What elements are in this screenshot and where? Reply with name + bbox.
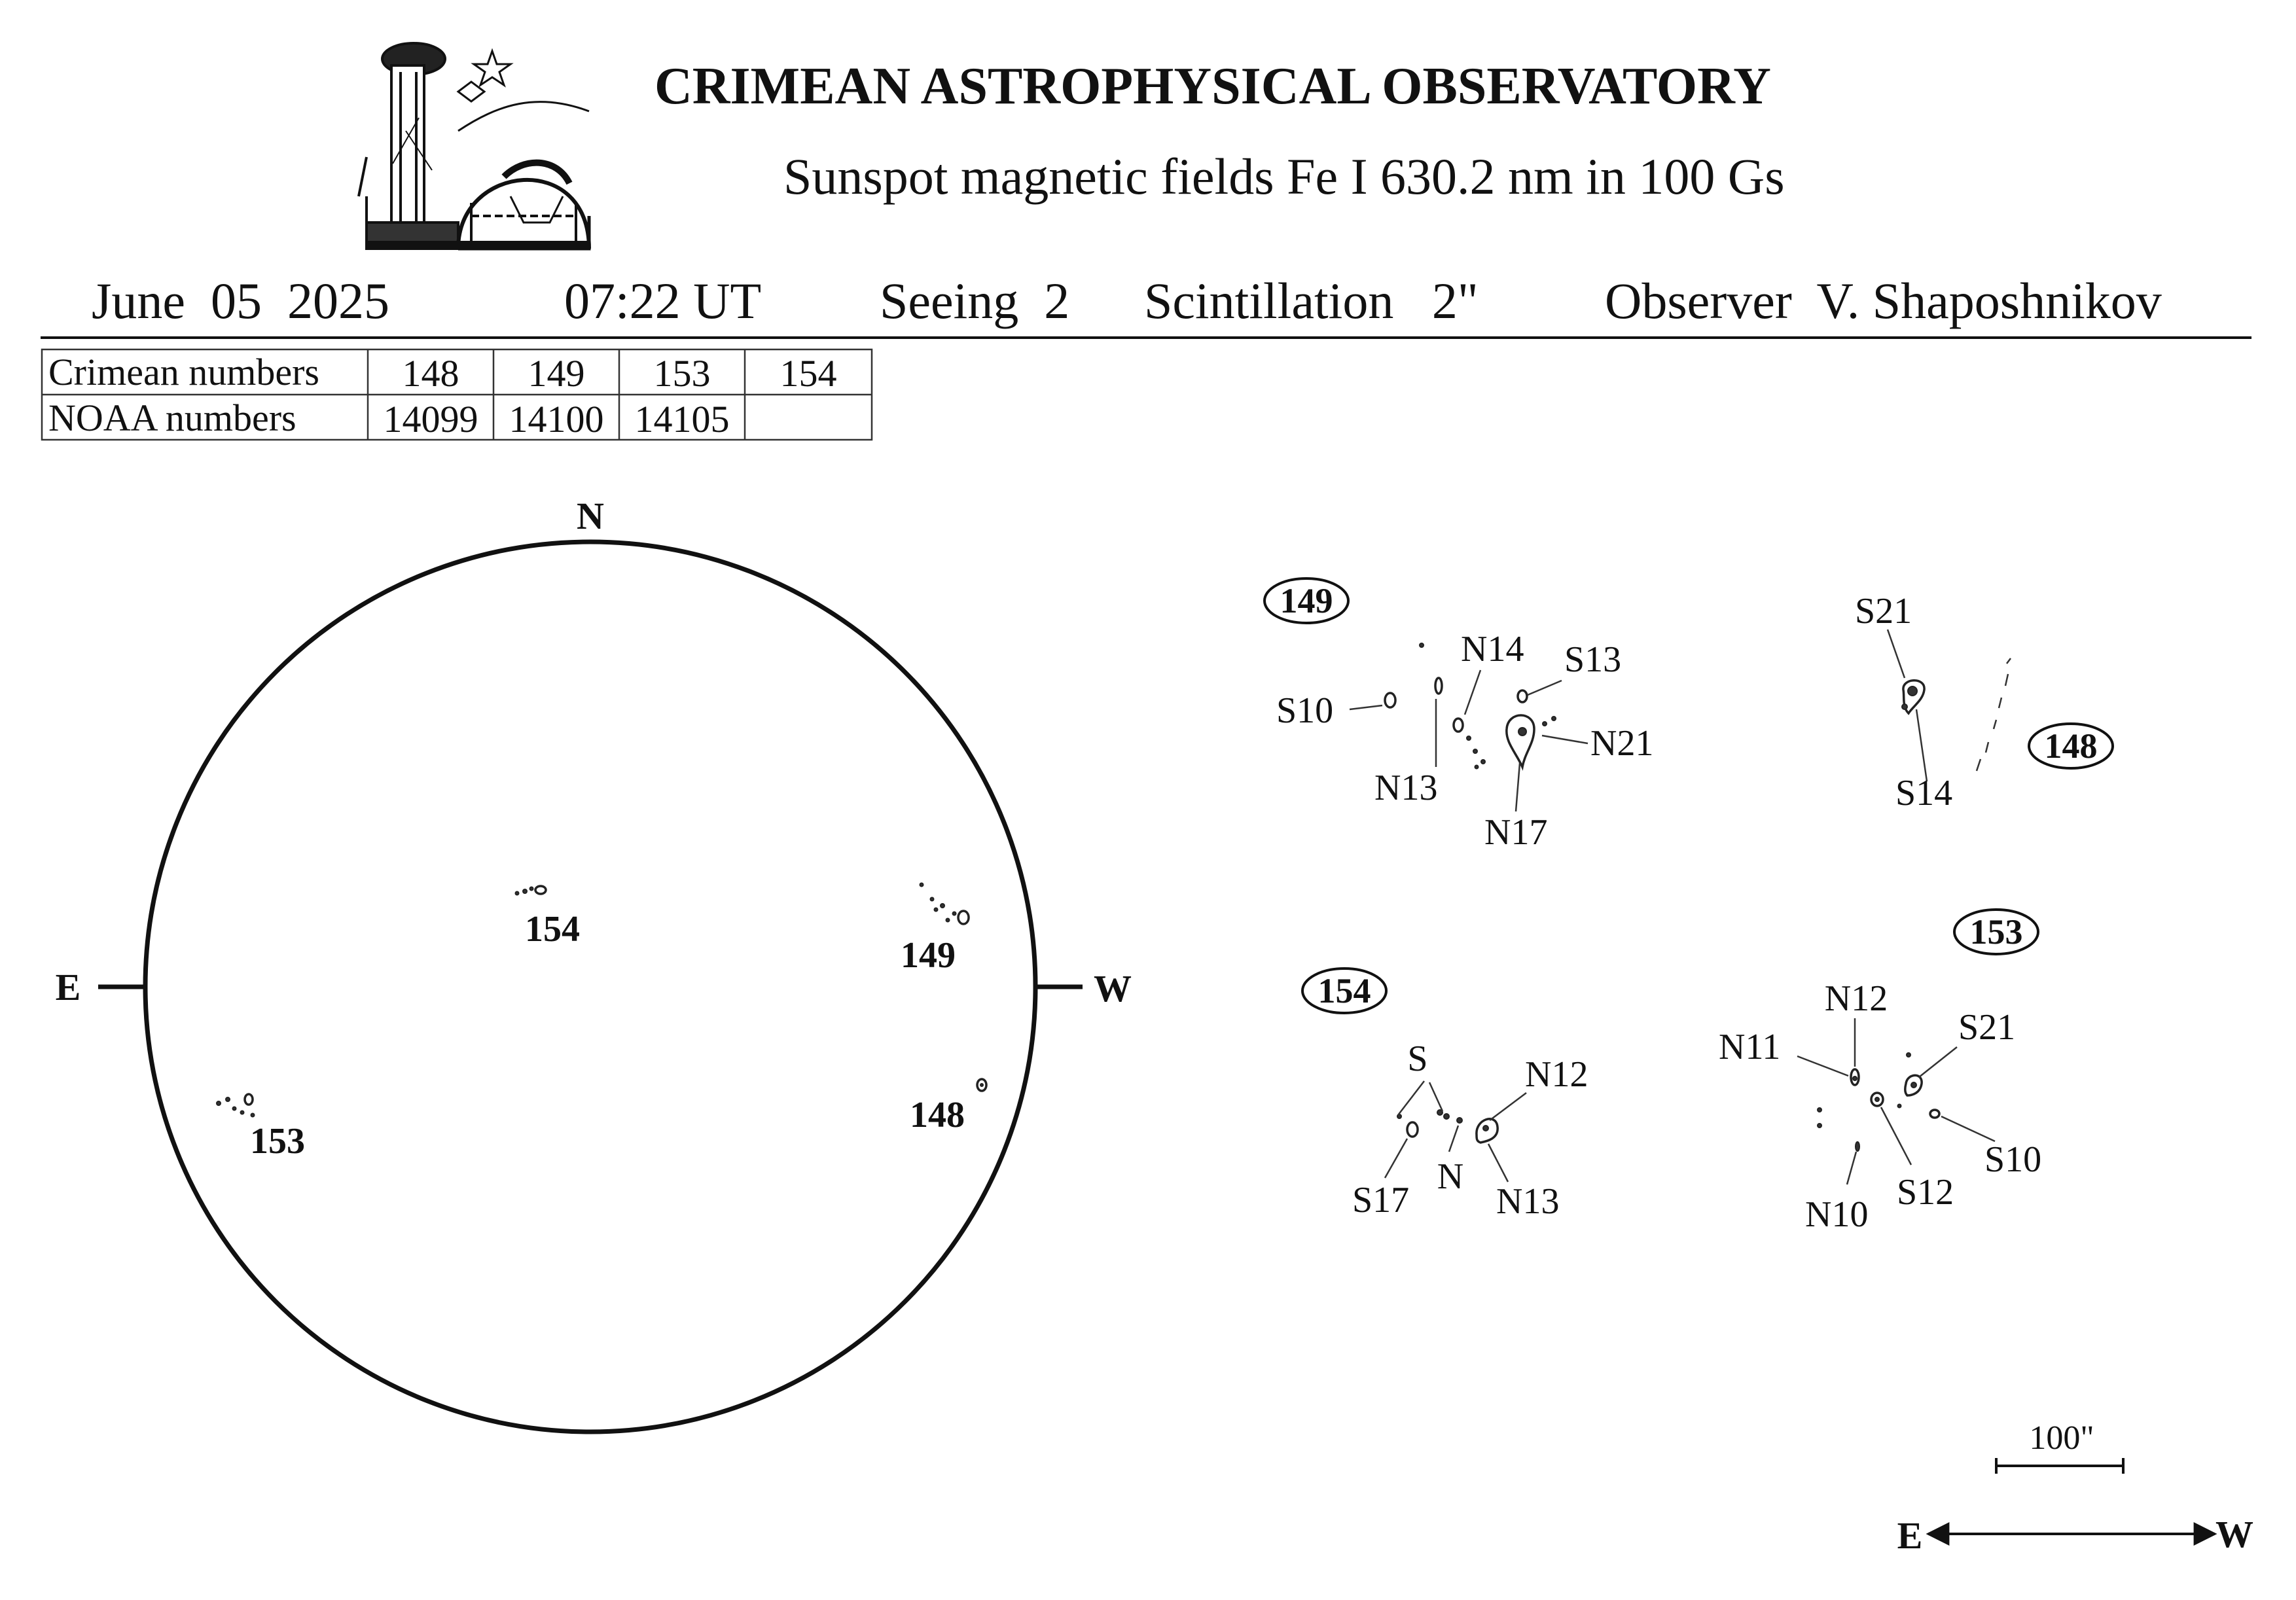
table-cell: 14105 xyxy=(634,398,730,440)
table-cell: 153 xyxy=(653,352,711,395)
table-cell: 149 xyxy=(528,352,585,395)
table-cell: 14100 xyxy=(509,398,604,440)
group-label: 149 xyxy=(1280,581,1333,620)
field-label: S10 xyxy=(1984,1139,2042,1180)
compass-west: W xyxy=(1094,967,1132,1010)
disk-group-label-154: 154 xyxy=(525,909,580,950)
field-label: S12 xyxy=(1897,1172,1954,1213)
table-cell: 148 xyxy=(402,352,459,395)
disk-group-label-153: 153 xyxy=(250,1121,305,1162)
subtitle: Sunspot magnetic fields Fe I 630.2 nm in 100 Gs xyxy=(783,148,1785,205)
observation-date: June 05 2025 xyxy=(92,272,389,329)
table-row-label: Crimean numbers xyxy=(48,351,319,393)
field-label: S21 xyxy=(1855,591,1912,631)
observatory-logo xyxy=(359,43,589,249)
seeing: Seeing 2 xyxy=(880,272,1070,329)
compass-north: N xyxy=(577,495,604,537)
field-label: N21 xyxy=(1590,723,1654,764)
observation-time: 07:22 UT xyxy=(564,272,762,329)
field-label: N12 xyxy=(1824,978,1888,1019)
field-label: N11 xyxy=(1719,1027,1781,1067)
scale-bar xyxy=(1996,1458,2123,1474)
disk-spots-154 xyxy=(516,886,547,895)
solar-disk xyxy=(145,542,1035,1432)
group-label: 153 xyxy=(1969,912,2023,951)
field-label: N10 xyxy=(1805,1194,1869,1235)
field-label: S17 xyxy=(1352,1180,1410,1220)
disk-group-label-149: 149 xyxy=(901,935,956,976)
scintillation: Scintillation 2" xyxy=(1144,272,1479,329)
group-label: 148 xyxy=(2044,726,2098,766)
table-cell: 14099 xyxy=(383,398,478,440)
disk-group-label-148: 148 xyxy=(910,1095,965,1135)
disk-spots-149 xyxy=(920,883,969,925)
field-label: N13 xyxy=(1496,1181,1560,1222)
field-label: S14 xyxy=(1895,773,1953,813)
disk-spots-153 xyxy=(217,1094,255,1117)
field-label: N17 xyxy=(1484,812,1548,853)
disk-spots-148 xyxy=(977,1079,986,1091)
field-label: N12 xyxy=(1525,1054,1588,1095)
observatory-title: CRIMEAN ASTROPHYSICAL OBSERVATORY xyxy=(655,58,1771,115)
field-label: S10 xyxy=(1276,690,1334,731)
detail-group-148 xyxy=(1855,591,2113,813)
scale-label: 100" xyxy=(2029,1419,2094,1457)
field-label: N xyxy=(1437,1156,1464,1197)
field-label: S xyxy=(1407,1039,1428,1079)
arrow-east-label: E xyxy=(1897,1514,1923,1557)
field-label: S21 xyxy=(1958,1007,2016,1048)
group-label: 154 xyxy=(1318,971,1371,1010)
field-label: N13 xyxy=(1374,768,1438,808)
field-label: S13 xyxy=(1564,639,1622,680)
table-row-label: NOAA numbers xyxy=(48,397,296,439)
table-cell: 154 xyxy=(780,352,837,395)
arrow-west-label: W xyxy=(2215,1513,2253,1556)
detail-group-149 xyxy=(1265,578,1653,853)
detail-group-153 xyxy=(1719,910,2041,1235)
compass-east: E xyxy=(55,966,81,1008)
detail-group-154 xyxy=(1302,969,1588,1222)
field-label: N14 xyxy=(1461,629,1524,669)
observer: Observer V. Shaposhnikov xyxy=(1605,272,2162,329)
